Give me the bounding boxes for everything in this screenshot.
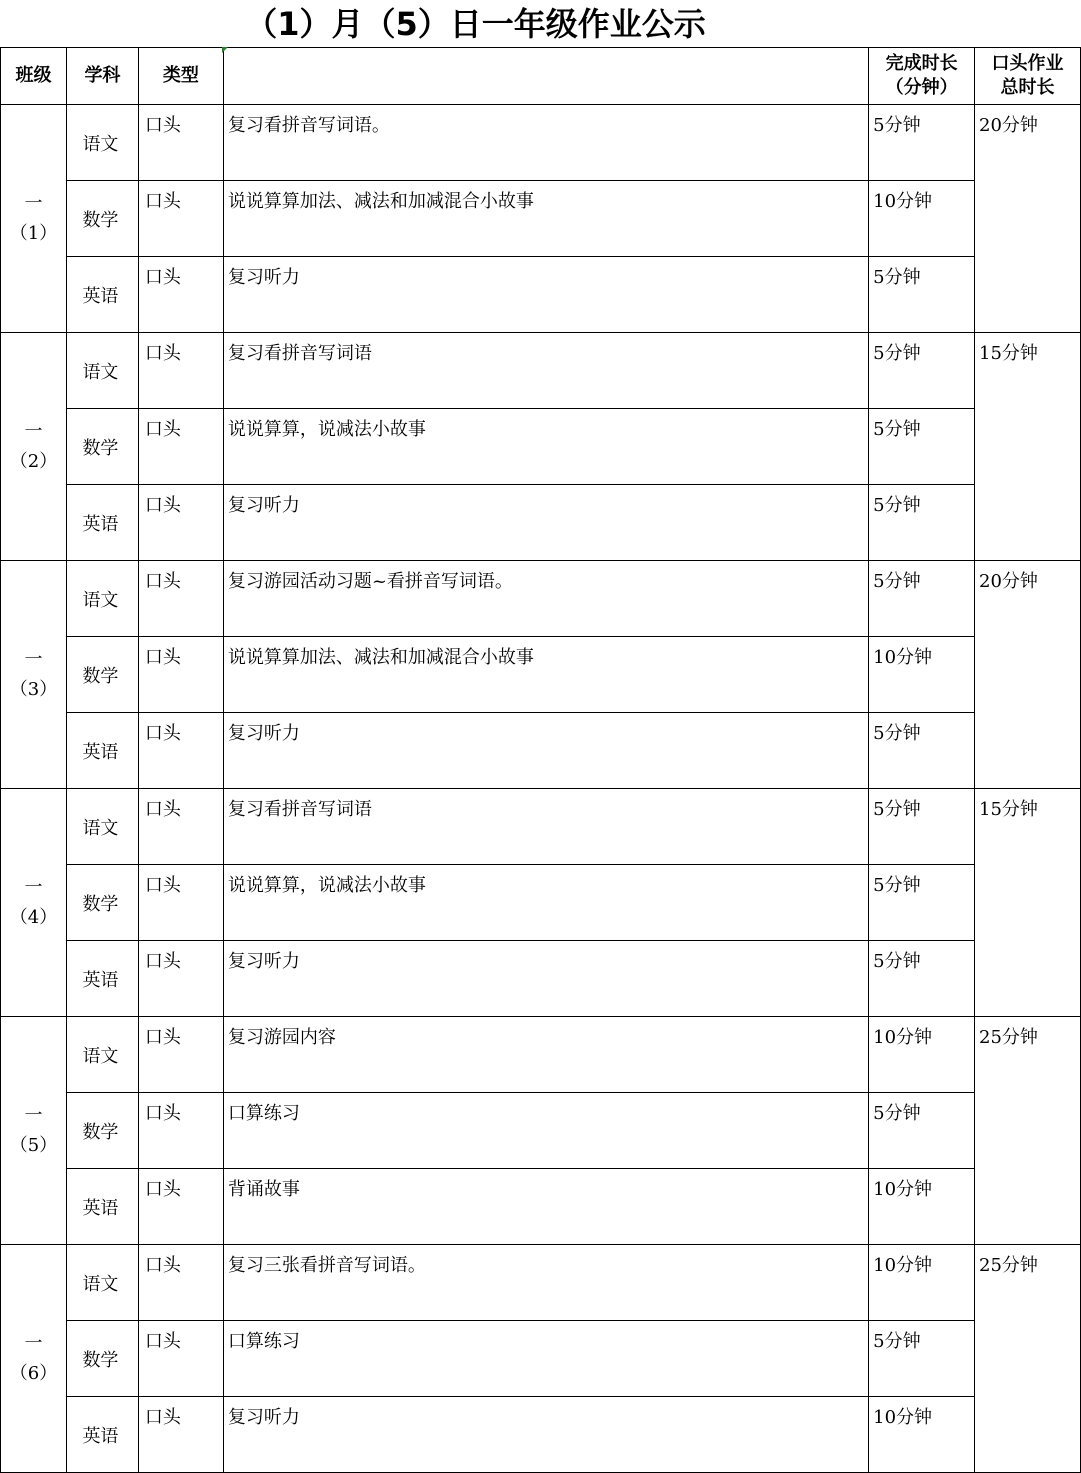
table-row [1, 257, 1081, 333]
class-number: （3） [9, 678, 58, 700]
header-type: 类型 [138, 48, 223, 105]
page-title [0, 0, 1081, 48]
class-cell [1, 333, 67, 561]
duration-cell: 5分钟 [869, 105, 975, 181]
header-row [1, 48, 1081, 105]
homework-table [0, 47, 1081, 1473]
table-row [1, 1397, 1081, 1473]
type-cell: 口头 [138, 333, 223, 409]
subject-cell: 英语 [66, 713, 138, 789]
content-cell: 复习看拼音写词语 [223, 789, 868, 865]
table-row [1, 181, 1081, 257]
table-row [1, 333, 1081, 409]
class-number: （6） [9, 1362, 58, 1384]
subject-cell: 数学 [66, 1321, 138, 1397]
subject-cell: 数学 [66, 865, 138, 941]
header-class: 班级 [1, 48, 67, 105]
subject-cell: 数学 [66, 409, 138, 485]
header-total-line2: 总时长 [1000, 77, 1055, 98]
subject-cell: 语文 [66, 789, 138, 865]
header-subject: 学科 [66, 48, 138, 105]
duration-cell: 5分钟 [869, 1321, 975, 1397]
duration-cell: 5分钟 [869, 1093, 975, 1169]
content-cell: 复习看拼音写词语 [223, 333, 868, 409]
duration-cell: 5分钟 [869, 333, 975, 409]
total-cell: 25分钟 [975, 1245, 1081, 1473]
table-row [1, 1093, 1081, 1169]
table-row [1, 713, 1081, 789]
type-cell: 口头 [138, 789, 223, 865]
subject-cell: 英语 [66, 257, 138, 333]
content-cell: 口算练习 [223, 1093, 868, 1169]
content-cell: 说说算算加法、减法和加减混合小故事 [223, 181, 868, 257]
content-cell: 说说算算加法、减法和加减混合小故事 [223, 637, 868, 713]
type-cell: 口头 [138, 485, 223, 561]
duration-cell: 5分钟 [869, 941, 975, 1017]
type-cell: 口头 [138, 105, 223, 181]
duration-cell: 10分钟 [869, 1169, 975, 1245]
class-grade: 一 [24, 648, 43, 670]
type-cell: 口头 [138, 1093, 223, 1169]
content-cell: 复习听力 [223, 941, 868, 1017]
class-cell [1, 105, 67, 333]
type-cell: 口头 [138, 637, 223, 713]
class-number: （5） [9, 1134, 58, 1156]
duration-cell: 10分钟 [869, 181, 975, 257]
duration-cell: 10分钟 [869, 1245, 975, 1321]
subject-cell: 英语 [66, 485, 138, 561]
table-row [1, 637, 1081, 713]
type-cell: 口头 [138, 713, 223, 789]
table-row [1, 1245, 1081, 1321]
subject-cell: 语文 [66, 1245, 138, 1321]
type-cell: 口头 [138, 561, 223, 637]
content-cell: 复习三张看拼音写词语。 [223, 1245, 868, 1321]
duration-cell: 5分钟 [869, 865, 975, 941]
duration-cell: 10分钟 [869, 1397, 975, 1473]
duration-cell: 10分钟 [869, 637, 975, 713]
content-cell: 复习游园内容 [223, 1017, 868, 1093]
subject-cell: 语文 [66, 561, 138, 637]
class-grade: 一 [24, 1104, 43, 1126]
table-row [1, 485, 1081, 561]
page-title-text: （1）月（5）日一年级作业公示 [245, 5, 706, 43]
type-cell: 口头 [138, 865, 223, 941]
type-cell: 口头 [138, 941, 223, 1017]
class-cell [1, 561, 67, 789]
class-cell [1, 789, 67, 1017]
total-cell: 15分钟 [975, 333, 1081, 561]
header-duration-line1: 完成时长 [885, 53, 958, 74]
duration-cell: 5分钟 [869, 789, 975, 865]
subject-cell: 英语 [66, 1169, 138, 1245]
table-row [1, 561, 1081, 637]
type-cell: 口头 [138, 409, 223, 485]
content-cell: 复习听力 [223, 257, 868, 333]
duration-cell: 5分钟 [869, 561, 975, 637]
total-cell: 15分钟 [975, 789, 1081, 1017]
table-body [1, 105, 1081, 1473]
class-number: （4） [9, 906, 58, 928]
header-duration [869, 48, 975, 105]
duration-cell: 5分钟 [869, 257, 975, 333]
total-cell: 25分钟 [975, 1017, 1081, 1245]
table-row [1, 941, 1081, 1017]
type-cell: 口头 [138, 1245, 223, 1321]
duration-cell: 5分钟 [869, 409, 975, 485]
subject-cell: 英语 [66, 1397, 138, 1473]
class-cell [1, 1017, 67, 1245]
subject-cell: 数学 [66, 181, 138, 257]
subject-cell: 数学 [66, 637, 138, 713]
table-row [1, 105, 1081, 181]
table-row [1, 1017, 1081, 1093]
header-duration-line2: （分钟） [885, 77, 958, 98]
total-cell: 20分钟 [975, 105, 1081, 333]
duration-cell: 10分钟 [869, 1017, 975, 1093]
content-cell: 背诵故事 [223, 1169, 868, 1245]
header-total-line1: 口头作业 [991, 53, 1064, 74]
total-cell: 20分钟 [975, 561, 1081, 789]
class-number: （1） [9, 222, 58, 244]
header-content [223, 48, 868, 105]
table-row [1, 789, 1081, 865]
cell-indicator-icon [222, 47, 228, 53]
subject-cell: 英语 [66, 941, 138, 1017]
content-cell: 口算练习 [223, 1321, 868, 1397]
content-cell: 复习游园活动习题~看拼音写词语。 [223, 561, 868, 637]
type-cell: 口头 [138, 1397, 223, 1473]
class-grade: 一 [24, 420, 43, 442]
duration-cell: 5分钟 [869, 713, 975, 789]
type-cell: 口头 [138, 257, 223, 333]
header-total [975, 48, 1081, 105]
duration-cell: 5分钟 [869, 485, 975, 561]
content-cell: 说说算算，说减法小故事 [223, 409, 868, 485]
content-cell: 复习看拼音写词语。 [223, 105, 868, 181]
table-row [1, 1321, 1081, 1397]
class-cell [1, 1245, 67, 1473]
content-cell: 复习听力 [223, 485, 868, 561]
subject-cell: 语文 [66, 1017, 138, 1093]
class-grade: 一 [24, 192, 43, 214]
content-cell: 复习听力 [223, 1397, 868, 1473]
table-row [1, 409, 1081, 485]
table-row [1, 865, 1081, 941]
table-row [1, 1169, 1081, 1245]
content-cell: 说说算算，说减法小故事 [223, 865, 868, 941]
subject-cell: 语文 [66, 105, 138, 181]
type-cell: 口头 [138, 1169, 223, 1245]
subject-cell: 语文 [66, 333, 138, 409]
type-cell: 口头 [138, 1017, 223, 1093]
class-grade: 一 [24, 876, 43, 898]
content-cell: 复习听力 [223, 713, 868, 789]
class-grade: 一 [24, 1332, 43, 1354]
subject-cell: 数学 [66, 1093, 138, 1169]
type-cell: 口头 [138, 1321, 223, 1397]
type-cell: 口头 [138, 181, 223, 257]
class-number: （2） [9, 450, 58, 472]
